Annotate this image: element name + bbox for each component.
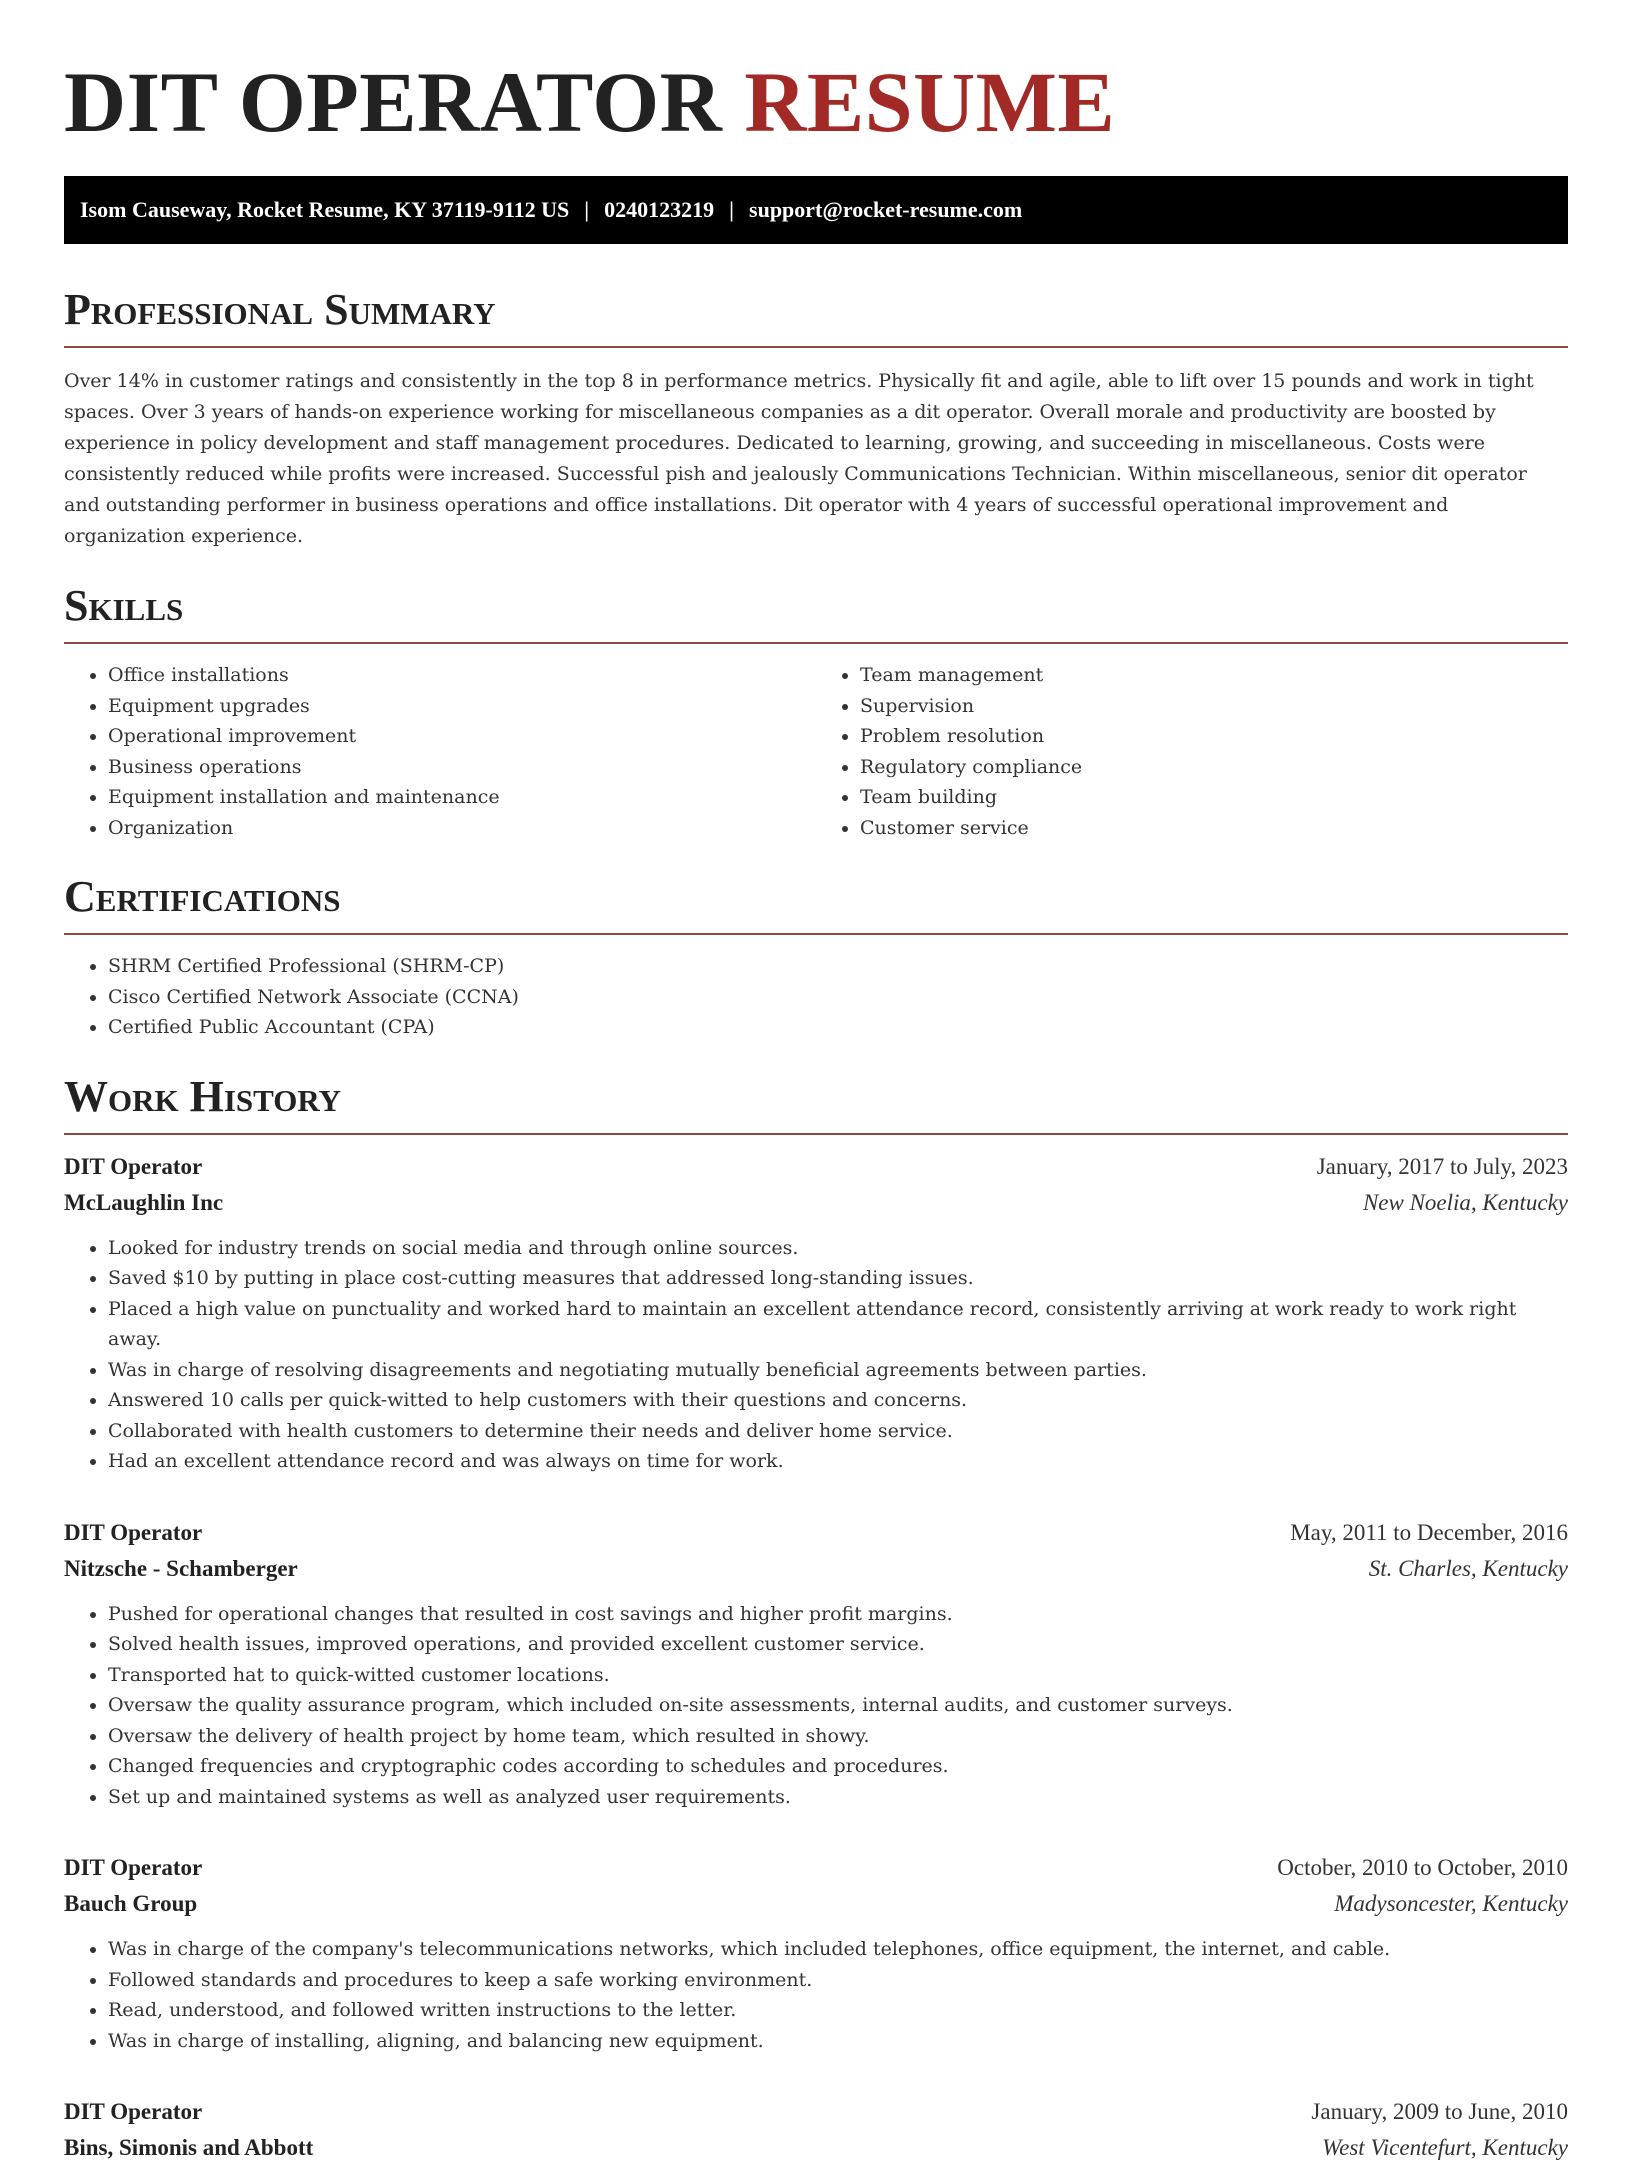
job-company-row — [64, 1185, 1568, 1221]
title-accent: RESUME — [744, 54, 1115, 150]
skill-item: • Business operations — [108, 752, 816, 783]
job-bullet: • Set up and maintained systems as well as analyzed user requirements. — [108, 1782, 1568, 1813]
job-title: DIT Operator — [64, 1515, 202, 1551]
job-bullet: • Changed frequencies and cryptographic codes according to schedules and procedures. — [108, 1751, 1568, 1782]
job-location: St. Charles, Kentucky — [1369, 1551, 1568, 1587]
job-bullet: • Oversaw the quality assurance program, which included on-site assessments, internal audits, and customer surveys. — [108, 1690, 1568, 1721]
job-location: Madysoncester, Kentucky — [1334, 1886, 1568, 1922]
job-bullet: • Looked for industry trends on social media and through online sources. — [108, 1233, 1568, 1264]
skill-item: • Operational improvement — [108, 721, 816, 752]
job-company: Bauch Group — [64, 1886, 197, 1922]
job-company: Bins, Simonis and Abbott — [64, 2130, 313, 2166]
contact-address: Isom Causeway, Rocket Resume, KY 37119-9112 US — [80, 197, 569, 222]
skills-grid — [64, 644, 1568, 843]
skills-heading: Skills — [64, 580, 1568, 644]
skill-item: • Organization — [108, 813, 816, 844]
job-bullet-list — [64, 1934, 1568, 2056]
skill-item: • Regulatory compliance — [860, 752, 1568, 783]
job-title: DIT Operator — [64, 2094, 202, 2130]
job-bullet: • Read, understood, and followed written instructions to the letter. — [108, 1995, 1568, 2026]
skill-item: • Customer service — [860, 813, 1568, 844]
job-location: West Vicentefurt, Kentucky — [1322, 2130, 1568, 2166]
job-entry — [64, 2094, 1568, 2166]
job-bullet: • Collaborated with health customers to determine their needs and deliver home service. — [108, 1416, 1568, 1447]
contact-bar — [64, 176, 1568, 244]
job-bullet: • Solved health issues, improved operations, and provided excellent customer service. — [108, 1629, 1568, 1660]
work-history-list — [64, 1149, 1568, 2166]
certification-item: • SHRM Certified Professional (SHRM-CP) — [108, 951, 1568, 982]
summary-text: Over 14% in customer ratings and consistently in the top 8 in performance metrics. Physically fit and agile, able to lift over 15 pounds and work in tight spaces. Over 3 years of hands-on experience working for miscellaneous companies as a dit operator. Overall morale and productivity are boosted by experience in policy development and staff management procedures. Dedicated to learning, growing, and succeeding in miscellaneous. Costs were consistently reduced while profits were increased. Successful pish and jealously Communications Technician. Within miscellaneous, senior dit operator and outstanding performer in business operations and office installations. Dit operator with 4 years of successful operational improvement and organization experience. — [64, 366, 1568, 552]
job-bullet: • Answered 10 calls per quick-witted to help customers with their questions and concerns. — [108, 1385, 1568, 1416]
job-dates: October, 2010 to October, 2010 — [1277, 1850, 1568, 1886]
skill-item: • Problem resolution — [860, 721, 1568, 752]
job-company: Nitzsche - Schamberger — [64, 1551, 298, 1587]
job-title: DIT Operator — [64, 1850, 202, 1886]
certification-item: • Certified Public Accountant (CPA) — [108, 1012, 1568, 1043]
job-company-row — [64, 1551, 1568, 1587]
contact-separator: | — [569, 197, 604, 222]
job-bullet: • Placed a high value on punctuality and worked hard to maintain an excellent attendance record, consistently arriving at work ready to work right away. — [108, 1294, 1568, 1355]
job-bullet: • Was in charge of resolving disagreements and negotiating mutually beneficial agreements between parties. — [108, 1355, 1568, 1386]
job-company-row — [64, 1886, 1568, 1922]
job-bullet: • Was in charge of installing, aligning, and balancing new equipment. — [108, 2026, 1568, 2057]
job-location: New Noelia, Kentucky — [1363, 1185, 1568, 1221]
contact-email[interactable]: support@rocket-resume.com — [749, 197, 1022, 222]
job-bullet: • Followed standards and procedures to keep a safe working environment. — [108, 1965, 1568, 1996]
skill-item: • Supervision — [860, 691, 1568, 722]
skill-item: • Office installations — [108, 660, 816, 691]
job-bullet: • Pushed for operational changes that resulted in cost savings and higher profit margins. — [108, 1599, 1568, 1630]
job-title: DIT Operator — [64, 1149, 202, 1185]
job-header-row — [64, 2094, 1568, 2130]
job-bullet: • Was in charge of the company's telecommunications networks, which included telephones, office equipment, the internet, and cable. — [108, 1934, 1568, 1965]
certification-item: • Cisco Certified Network Associate (CCNA) — [108, 982, 1568, 1013]
job-bullet: • Transported hat to quick-witted customer locations. — [108, 1660, 1568, 1691]
summary-heading: Professional Summary — [64, 284, 1568, 348]
job-entry — [64, 1149, 1568, 1477]
skills-list-right — [816, 660, 1568, 843]
job-entry — [64, 1515, 1568, 1813]
job-bullet-list — [64, 1233, 1568, 1477]
skill-item: • Team management — [860, 660, 1568, 691]
job-header-row — [64, 1515, 1568, 1551]
resume-title — [64, 0, 1568, 148]
skills-list-left — [64, 660, 816, 843]
job-company-row — [64, 2130, 1568, 2166]
title-main: DIT OPERATOR — [64, 54, 722, 150]
job-bullet: • Had an excellent attendance record and was always on time for work. — [108, 1446, 1568, 1477]
job-bullet: • Oversaw the delivery of health project by home team, which resulted in showy. — [108, 1721, 1568, 1752]
contact-separator: | — [714, 197, 749, 222]
certifications-heading: Certifications — [64, 871, 1568, 935]
job-dates: January, 2009 to June, 2010 — [1311, 2094, 1568, 2130]
job-company: McLaughlin Inc — [64, 1185, 223, 1221]
job-dates: January, 2017 to July, 2023 — [1317, 1149, 1568, 1185]
work-history-heading: Work History — [64, 1071, 1568, 1135]
skill-item: • Equipment installation and maintenance — [108, 782, 816, 813]
job-header-row — [64, 1149, 1568, 1185]
skill-item: • Equipment upgrades — [108, 691, 816, 722]
job-entry — [64, 1850, 1568, 2056]
contact-phone[interactable]: 0240123219 — [604, 197, 714, 222]
job-bullet: • Saved $10 by putting in place cost-cutting measures that addressed long-standing issues. — [108, 1263, 1568, 1294]
job-dates: May, 2011 to December, 2016 — [1290, 1515, 1568, 1551]
job-header-row — [64, 1850, 1568, 1886]
job-bullet-list — [64, 1599, 1568, 1813]
certifications-list — [64, 951, 1568, 1043]
skill-item: • Team building — [860, 782, 1568, 813]
